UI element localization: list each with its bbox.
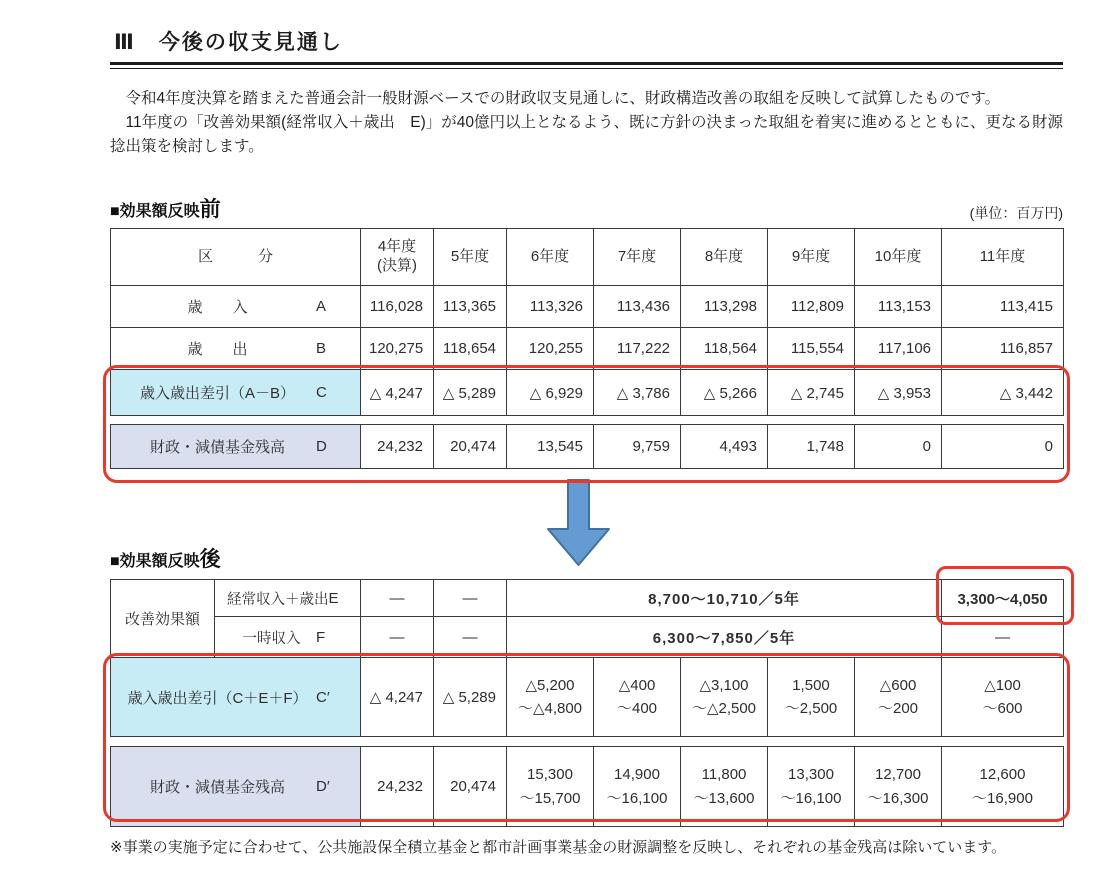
col-header-y4-line1: 4年度 [377,238,417,256]
value-cell: △ 3,442 [942,370,1064,416]
range-low: △400 [618,676,656,694]
table-effect-before [110,228,1064,416]
value-cell: 112,809 [768,286,855,328]
table-header-row [111,229,1064,286]
value-cell: 1,748 [768,425,855,469]
value-cell: 113,298 [681,286,768,328]
range-cell [681,747,768,827]
row-label: 歳入歳出差引（A－B） [139,385,295,403]
range-cell [507,747,594,827]
row-revenue [111,286,1064,328]
row-balance-c [111,370,1064,416]
range-cell [855,747,942,827]
range-low: △100 [984,676,1021,694]
range-high: ～13,600 [693,789,755,807]
col-header-y9: 9年度 [768,229,855,286]
table-effect-before-fund-row [110,424,1064,469]
value-cell: 116,028 [361,286,434,328]
value-cell: 117,106 [855,328,942,370]
row-label: 経常収入＋歳出 [227,591,329,608]
range-cell [768,747,855,827]
value-cell: 20,474 [434,747,507,827]
down-arrow-icon [547,479,611,567]
range-low: △5,200 [525,676,575,694]
row-code: E [328,589,339,607]
value-cell: △ 4,247 [361,658,434,737]
row-fund-balance-d-prime [111,747,1064,827]
section-header-before [110,193,1063,223]
value-cell: 116,857 [942,328,1064,370]
col-header-y4-line2: (決算) [377,257,417,275]
row-code: B [316,340,327,358]
intro-text [110,87,1063,159]
range-cell [507,658,594,737]
sub-label-cell [215,580,361,617]
table-effect-after-fund-row [110,746,1064,827]
between-tables [110,479,1063,565]
row-label-cell-highlight-blue [111,658,361,737]
row-code: A [316,298,327,316]
table-effect-after-wrap [110,579,1063,827]
col-header-y5: 5年度 [434,229,507,286]
value-cell: 0 [942,425,1064,469]
row-effect-e [111,580,1064,617]
intro-paragraph-1: 令和4年度決算を踏まえた普通会計一般財源ベースでの財政収支見通しに、財政構造改善の取組を反映して試算したものです。 [110,90,1001,107]
row-code: C′ [316,688,330,706]
value-cell: 20,474 [434,425,507,469]
value-cell: 117,222 [594,328,681,370]
row-label-cell-highlight-lavender [111,425,361,469]
table-effect-after [110,579,1064,737]
value-cell: △ 3,786 [594,370,681,416]
value-cell: 120,275 [361,328,434,370]
value-cell: △ 6,929 [507,370,594,416]
title-underline [110,62,1063,69]
range-high: ～△4,800 [517,700,583,718]
section-title-before-text: ■効果額反映 [110,203,200,221]
group-label-cell: 改善効果額 [111,580,215,658]
value-cell: 113,153 [855,286,942,328]
row-label-cell-highlight-lavender [111,747,361,827]
value-cell: 24,232 [361,747,434,827]
row-code: D [316,438,327,456]
value-cell: ― [942,617,1064,658]
value-cell: 113,415 [942,286,1064,328]
range-high: ～△2,500 [691,700,757,718]
range-high: ～16,100 [780,789,842,807]
range-high: ～16,300 [867,789,929,807]
range-low: 1,500 [792,676,830,694]
row-label-cell-highlight-blue [111,370,361,416]
row-balance-c-prime [111,658,1064,737]
value-cell-highlighted: 3,300～4,050 [942,580,1064,617]
value-cell: 9,759 [594,425,681,469]
value-cell: ― [434,617,507,658]
range-high: ～400 [616,700,658,718]
range-low: 12,600 [979,766,1026,784]
value-cell: 120,255 [507,328,594,370]
row-code: D′ [316,778,330,796]
col-header-y8: 8年度 [681,229,768,286]
row-label: 歳 入 [187,299,248,317]
range-high: ～16,100 [606,789,668,807]
row-expenditure [111,328,1064,370]
range-high: ～200 [877,700,919,718]
range-cell [942,747,1064,827]
value-cell: △ 4,247 [361,370,434,416]
range-cell [681,658,768,737]
range-low: 13,300 [788,766,834,784]
page-title: Ⅲ 今後の収支見通し [114,31,343,54]
value-cell: 118,564 [681,328,768,370]
value-cell: ― [361,617,434,658]
value-cell: ― [361,580,434,617]
col-header-y6: 6年度 [507,229,594,286]
row-label: 一時収入 [242,630,301,647]
col-header-y10: 10年度 [855,229,942,286]
row-label: 財政・減債基金残高 [149,779,285,797]
value-cell: 113,365 [434,286,507,328]
row-effect-f [111,617,1064,658]
section-title-after-emphasis: 後 [199,548,221,572]
merged-value-cell: 8,700～10,710／5年 [507,580,942,617]
range-low: 14,900 [614,766,660,784]
range-cell [855,658,942,737]
table-effect-before-wrap [110,228,1063,469]
row-label: 歳 出 [187,341,248,359]
intro-paragraph-2: 11年度の「改善効果額(経常収入＋歳出 E)」が40億円以上となるよう、既に方針の決まった取組を着実に進めるとともに、更なる財源捻出策を検討します。 [110,114,1063,156]
row-code: C [316,384,327,402]
range-high: ～15,700 [519,789,581,807]
col-header-y7: 7年度 [594,229,681,286]
range-low: △3,100 [699,676,749,694]
row-code: F [316,628,326,646]
value-cell: 115,554 [768,328,855,370]
value-cell: △ 5,266 [681,370,768,416]
row-label-cell [111,286,361,328]
range-cell [768,658,855,737]
row-fund-balance-d [111,425,1064,469]
value-cell: △ 5,289 [434,370,507,416]
value-cell: 4,493 [681,425,768,469]
range-cell [942,658,1064,737]
value-cell: △ 5,289 [434,658,507,737]
section-title-before-emphasis: 前 [199,198,221,222]
value-cell: △ 3,953 [855,370,942,416]
value-cell: △ 2,745 [768,370,855,416]
range-cell [594,658,681,737]
value-cell: 113,326 [507,286,594,328]
row-gap [110,416,1063,424]
range-high: ～2,500 [784,700,838,718]
footnote: ※事業の実施予定に合わせて、公共施設保全積立基金と都市計画事業基金の財源調整を反映し、それぞれの基金残高は除いています。 [110,839,1007,857]
col-header-y4 [361,229,434,286]
range-low: 15,300 [527,766,573,784]
col-header-y11: 11年度 [942,229,1064,286]
row-gap [110,737,1063,746]
value-cell: 113,436 [594,286,681,328]
unit-note: (単位：百万円) [969,205,1063,222]
value-cell: 13,545 [507,425,594,469]
section-title-after-text: ■効果額反映 [110,553,200,571]
range-high: ～600 [982,700,1023,718]
sub-label-cell [215,617,361,658]
value-cell: 118,654 [434,328,507,370]
range-cell [594,747,681,827]
range-low: 12,700 [875,766,921,784]
value-cell: 0 [855,425,942,469]
range-high: ～16,900 [972,789,1033,807]
section-title-before [110,193,221,223]
merged-value-cell: 6,300～7,850／5年 [507,617,942,658]
row-label: 歳入歳出差引（C＋E＋F） [127,689,308,707]
row-label-cell [111,328,361,370]
range-low: △600 [879,676,917,694]
range-low: 11,800 [701,766,747,784]
value-cell: 24,232 [361,425,434,469]
row-label: 財政・減債基金残高 [149,439,285,457]
value-cell: ― [434,580,507,617]
col-header-category: 区 分 [111,229,361,286]
